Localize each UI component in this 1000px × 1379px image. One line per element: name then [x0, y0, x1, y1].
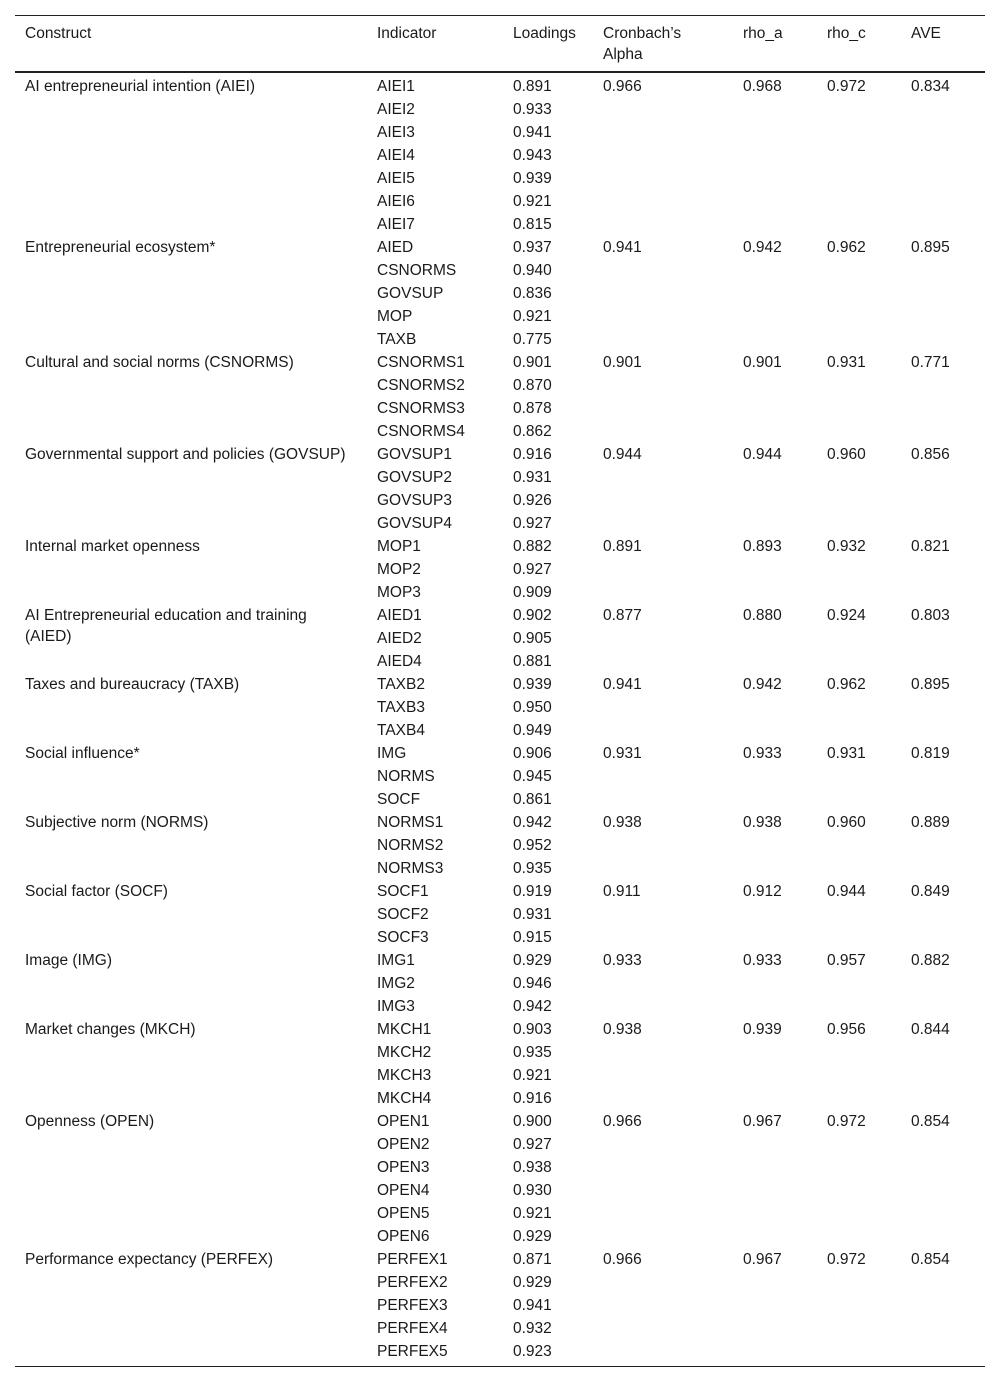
table-row — [15, 535, 985, 558]
indicator-cell: SOCF — [377, 791, 421, 808]
indicator-cell: SOCF3 — [377, 929, 429, 946]
alpha-cell: 0.966 — [603, 1113, 642, 1130]
loading-cell: 0.941 — [513, 1297, 552, 1314]
rho-a-cell: 0.938 — [743, 814, 782, 831]
rho-a-cell: 0.942 — [743, 676, 782, 693]
indicator-cell: IMG1 — [377, 952, 415, 969]
loading-cell: 0.937 — [513, 239, 552, 256]
construct-cell: Market changes (MKCH) — [25, 1021, 196, 1038]
header-cronbachs-alpha: Cronbach’s Alpha — [603, 25, 682, 63]
loading-cell: 0.916 — [513, 446, 552, 463]
indicator-cell: OPEN1 — [377, 1113, 430, 1130]
loading-cell: 0.945 — [513, 768, 552, 785]
indicator-cell: CSNORMS — [377, 262, 457, 279]
ave-cell: 0.895 — [911, 239, 950, 256]
indicator-cell: CSNORMS1 — [377, 354, 465, 371]
loading-cell: 0.931 — [513, 906, 552, 923]
loading-cell: 0.929 — [513, 952, 552, 969]
loading-cell: 0.905 — [513, 630, 552, 647]
table-row — [15, 1248, 985, 1271]
header-loadings: Loadings — [513, 25, 576, 42]
alpha-cell: 0.911 — [603, 883, 641, 900]
table-row — [15, 880, 985, 903]
loading-cell: 0.940 — [513, 262, 552, 279]
construct-cell: Internal market openness — [25, 538, 200, 555]
indicator-cell: TAXB — [377, 331, 417, 348]
rho-a-cell: 0.933 — [743, 745, 782, 762]
loading-cell: 0.929 — [513, 1274, 552, 1291]
indicator-cell: AIED — [377, 239, 414, 256]
indicator-cell: AIEI2 — [377, 101, 415, 118]
indicator-cell: MOP3 — [377, 584, 421, 601]
indicator-cell: MKCH1 — [377, 1021, 432, 1038]
loading-cell: 0.881 — [513, 653, 552, 670]
rho-a-cell: 0.912 — [743, 883, 782, 900]
indicator-cell: GOVSUP — [377, 285, 444, 302]
rho-c-cell: 0.956 — [827, 1021, 866, 1038]
indicator-cell: IMG — [377, 745, 407, 762]
alpha-cell: 0.901 — [603, 354, 642, 371]
table-row — [15, 351, 985, 374]
construct-cell: Taxes and bureaucracy (TAXB) — [25, 676, 240, 693]
indicator-cell: AIEI1 — [377, 78, 415, 95]
indicator-cell: IMG3 — [377, 998, 415, 1015]
rho-c-cell: 0.924 — [827, 607, 866, 624]
loading-cell: 0.941 — [513, 124, 552, 141]
loading-cell: 0.909 — [513, 584, 552, 601]
loading-cell: 0.775 — [513, 331, 552, 348]
alpha-cell: 0.877 — [603, 607, 642, 624]
ave-cell: 0.821 — [911, 538, 950, 555]
indicator-cell: CSNORMS4 — [377, 423, 465, 440]
rho-c-cell: 0.962 — [827, 676, 866, 693]
indicator-cell: CSNORMS2 — [377, 377, 465, 394]
loading-cell: 0.919 — [513, 883, 552, 900]
rho-a-cell: 0.967 — [743, 1113, 782, 1130]
loading-cell: 0.930 — [513, 1182, 552, 1199]
indicator-cell: OPEN2 — [377, 1136, 430, 1153]
table-row — [15, 443, 985, 466]
indicator-cell: PERFEX5 — [377, 1343, 448, 1360]
rho-c-cell: 0.962 — [827, 239, 866, 256]
loading-cell: 0.939 — [513, 676, 552, 693]
rho-a-cell: 0.939 — [743, 1021, 782, 1038]
indicator-cell: TAXB4 — [377, 722, 425, 739]
ave-cell: 0.844 — [911, 1021, 950, 1038]
rho-c-cell: 0.960 — [827, 446, 866, 463]
indicator-cell: AIEI4 — [377, 147, 415, 164]
rho-c-cell: 0.944 — [827, 883, 866, 900]
loading-cell: 0.950 — [513, 699, 552, 716]
indicator-cell: NORMS — [377, 768, 435, 785]
indicator-cell: NORMS3 — [377, 860, 444, 877]
indicator-cell: AIED4 — [377, 653, 422, 670]
loading-cell: 0.942 — [513, 998, 552, 1015]
indicator-cell: OPEN3 — [377, 1159, 430, 1176]
loading-cell: 0.871 — [513, 1251, 552, 1268]
rho-a-cell: 0.944 — [743, 446, 782, 463]
rho-a-cell: 0.968 — [743, 78, 782, 95]
ave-cell: 0.854 — [911, 1113, 950, 1130]
indicator-cell: TAXB2 — [377, 676, 425, 693]
indicator-cell: PERFEX4 — [377, 1320, 448, 1337]
construct-cell: AI entrepreneurial intention (AIEI) — [25, 78, 256, 95]
header-indicator: Indicator — [377, 25, 437, 42]
loading-cell: 0.902 — [513, 607, 552, 624]
measurement-model-table — [15, 15, 985, 1367]
rho-a-cell: 0.967 — [743, 1251, 782, 1268]
loading-cell: 0.932 — [513, 1320, 552, 1337]
loading-cell: 0.935 — [513, 860, 552, 877]
rho-c-cell: 0.972 — [827, 78, 866, 95]
loading-cell: 0.901 — [513, 354, 552, 371]
loading-cell: 0.927 — [513, 515, 552, 532]
indicator-cell: GOVSUP1 — [377, 446, 452, 463]
loading-cell: 0.836 — [513, 285, 552, 302]
construct-cell: Social factor (SOCF) — [25, 883, 168, 900]
header-row — [15, 16, 985, 73]
rho-a-cell: 0.880 — [743, 607, 782, 624]
loading-cell: 0.926 — [513, 492, 552, 509]
ave-cell: 0.854 — [911, 1251, 950, 1268]
loading-cell: 0.903 — [513, 1021, 552, 1038]
alpha-cell: 0.966 — [603, 1251, 642, 1268]
indicator-cell: OPEN4 — [377, 1182, 430, 1199]
indicator-cell: MOP — [377, 308, 413, 325]
table-row — [15, 673, 985, 696]
indicator-cell: OPEN6 — [377, 1228, 430, 1245]
rho-c-cell: 0.960 — [827, 814, 866, 831]
indicator-cell: GOVSUP2 — [377, 469, 452, 486]
table-header — [15, 16, 985, 73]
loading-cell: 0.952 — [513, 837, 552, 854]
construct-cell: AI Entrepreneurial education and training (AIED) — [25, 607, 307, 645]
alpha-cell: 0.938 — [603, 814, 642, 831]
table-row — [15, 811, 985, 834]
loading-cell: 0.927 — [513, 561, 552, 578]
table-row — [15, 236, 985, 259]
indicator-cell: AIED1 — [377, 607, 422, 624]
indicator-cell: GOVSUP3 — [377, 492, 452, 509]
header-rho-c: rho_c — [827, 25, 866, 42]
ave-cell: 0.856 — [911, 446, 950, 463]
alpha-cell: 0.938 — [603, 1021, 642, 1038]
rho-a-cell: 0.893 — [743, 538, 782, 555]
loading-cell: 0.938 — [513, 1159, 552, 1176]
rho-c-cell: 0.957 — [827, 952, 866, 969]
rho-c-cell: 0.931 — [827, 354, 866, 371]
ave-cell: 0.849 — [911, 883, 950, 900]
loading-cell: 0.815 — [513, 216, 552, 233]
table-body — [15, 72, 985, 1367]
header-ave: AVE — [911, 25, 941, 42]
loading-cell: 0.921 — [513, 1067, 552, 1084]
indicator-cell: PERFEX1 — [377, 1251, 448, 1268]
indicator-cell: SOCF1 — [377, 883, 429, 900]
loading-cell: 0.921 — [513, 308, 552, 325]
rho-a-cell: 0.942 — [743, 239, 782, 256]
ave-cell: 0.882 — [911, 952, 950, 969]
loading-cell: 0.861 — [513, 791, 552, 808]
alpha-cell: 0.944 — [603, 446, 642, 463]
table-row — [15, 1018, 985, 1041]
loading-cell: 0.949 — [513, 722, 552, 739]
loading-cell: 0.906 — [513, 745, 552, 762]
loading-cell: 0.935 — [513, 1044, 552, 1061]
indicator-cell: AIEI5 — [377, 170, 415, 187]
rho-c-cell: 0.972 — [827, 1113, 866, 1130]
alpha-cell: 0.941 — [603, 676, 642, 693]
rho-c-cell: 0.932 — [827, 538, 866, 555]
table-row — [15, 604, 985, 627]
loading-cell: 0.921 — [513, 1205, 552, 1222]
indicator-cell: GOVSUP4 — [377, 515, 452, 532]
alpha-cell: 0.941 — [603, 239, 642, 256]
indicator-cell: MKCH3 — [377, 1067, 432, 1084]
loading-cell: 0.882 — [513, 538, 552, 555]
loading-cell: 0.915 — [513, 929, 552, 946]
loading-cell: 0.900 — [513, 1113, 552, 1130]
indicator-cell: PERFEX2 — [377, 1274, 448, 1291]
indicator-cell: OPEN5 — [377, 1205, 430, 1222]
indicator-cell: AIEI7 — [377, 216, 415, 233]
indicator-cell: MKCH2 — [377, 1044, 432, 1061]
alpha-cell: 0.933 — [603, 952, 642, 969]
loading-cell: 0.923 — [513, 1343, 552, 1360]
table-row — [15, 949, 985, 972]
loading-cell: 0.939 — [513, 170, 552, 187]
construct-cell: Subjective norm (NORMS) — [25, 814, 209, 831]
loading-cell: 0.933 — [513, 101, 552, 118]
rho-a-cell: 0.933 — [743, 952, 782, 969]
ave-cell: 0.803 — [911, 607, 950, 624]
header-construct: Construct — [25, 25, 92, 42]
construct-cell: Entrepreneurial ecosystem* — [25, 239, 216, 256]
alpha-cell: 0.891 — [603, 538, 642, 555]
construct-cell: Social influence* — [25, 745, 140, 762]
table-row — [15, 72, 985, 98]
ave-cell: 0.889 — [911, 814, 950, 831]
construct-cell: Image (IMG) — [25, 952, 112, 969]
loading-cell: 0.931 — [513, 469, 552, 486]
loading-cell: 0.891 — [513, 78, 552, 95]
indicator-cell: TAXB3 — [377, 699, 425, 716]
loading-cell: 0.921 — [513, 193, 552, 210]
ave-cell: 0.834 — [911, 78, 950, 95]
loading-cell: 0.929 — [513, 1228, 552, 1245]
table-row — [15, 1110, 985, 1133]
header-rho-a: rho_a — [743, 25, 783, 42]
indicator-cell: MOP1 — [377, 538, 421, 555]
loading-cell: 0.878 — [513, 400, 552, 417]
indicator-cell: NORMS2 — [377, 837, 444, 854]
construct-cell: Openness (OPEN) — [25, 1113, 155, 1130]
ave-cell: 0.819 — [911, 745, 950, 762]
loading-cell: 0.870 — [513, 377, 552, 394]
indicator-cell: PERFEX3 — [377, 1297, 448, 1314]
indicator-cell: MOP2 — [377, 561, 421, 578]
loading-cell: 0.946 — [513, 975, 552, 992]
indicator-cell: AIEI6 — [377, 193, 415, 210]
ave-cell: 0.895 — [911, 676, 950, 693]
indicator-cell: IMG2 — [377, 975, 415, 992]
rho-c-cell: 0.972 — [827, 1251, 866, 1268]
construct-cell: Cultural and social norms (CSNORMS) — [25, 354, 294, 371]
ave-cell: 0.771 — [911, 354, 950, 371]
construct-cell: Governmental support and policies (GOVSUP) — [25, 446, 346, 463]
loading-cell: 0.927 — [513, 1136, 552, 1153]
rho-c-cell: 0.931 — [827, 745, 866, 762]
loading-cell: 0.916 — [513, 1090, 552, 1107]
alpha-cell: 0.966 — [603, 78, 642, 95]
indicator-cell: AIEI3 — [377, 124, 415, 141]
indicator-cell: SOCF2 — [377, 906, 429, 923]
measurement-model-table-container — [15, 15, 985, 1367]
indicator-cell: MKCH4 — [377, 1090, 432, 1107]
table-row — [15, 742, 985, 765]
indicator-cell: AIED2 — [377, 630, 422, 647]
alpha-cell: 0.931 — [603, 745, 642, 762]
loading-cell: 0.942 — [513, 814, 552, 831]
indicator-cell: CSNORMS3 — [377, 400, 465, 417]
loading-cell: 0.862 — [513, 423, 552, 440]
loading-cell: 0.943 — [513, 147, 552, 164]
rho-a-cell: 0.901 — [743, 354, 782, 371]
construct-cell: Performance expectancy (PERFEX) — [25, 1251, 274, 1268]
indicator-cell: NORMS1 — [377, 814, 444, 831]
